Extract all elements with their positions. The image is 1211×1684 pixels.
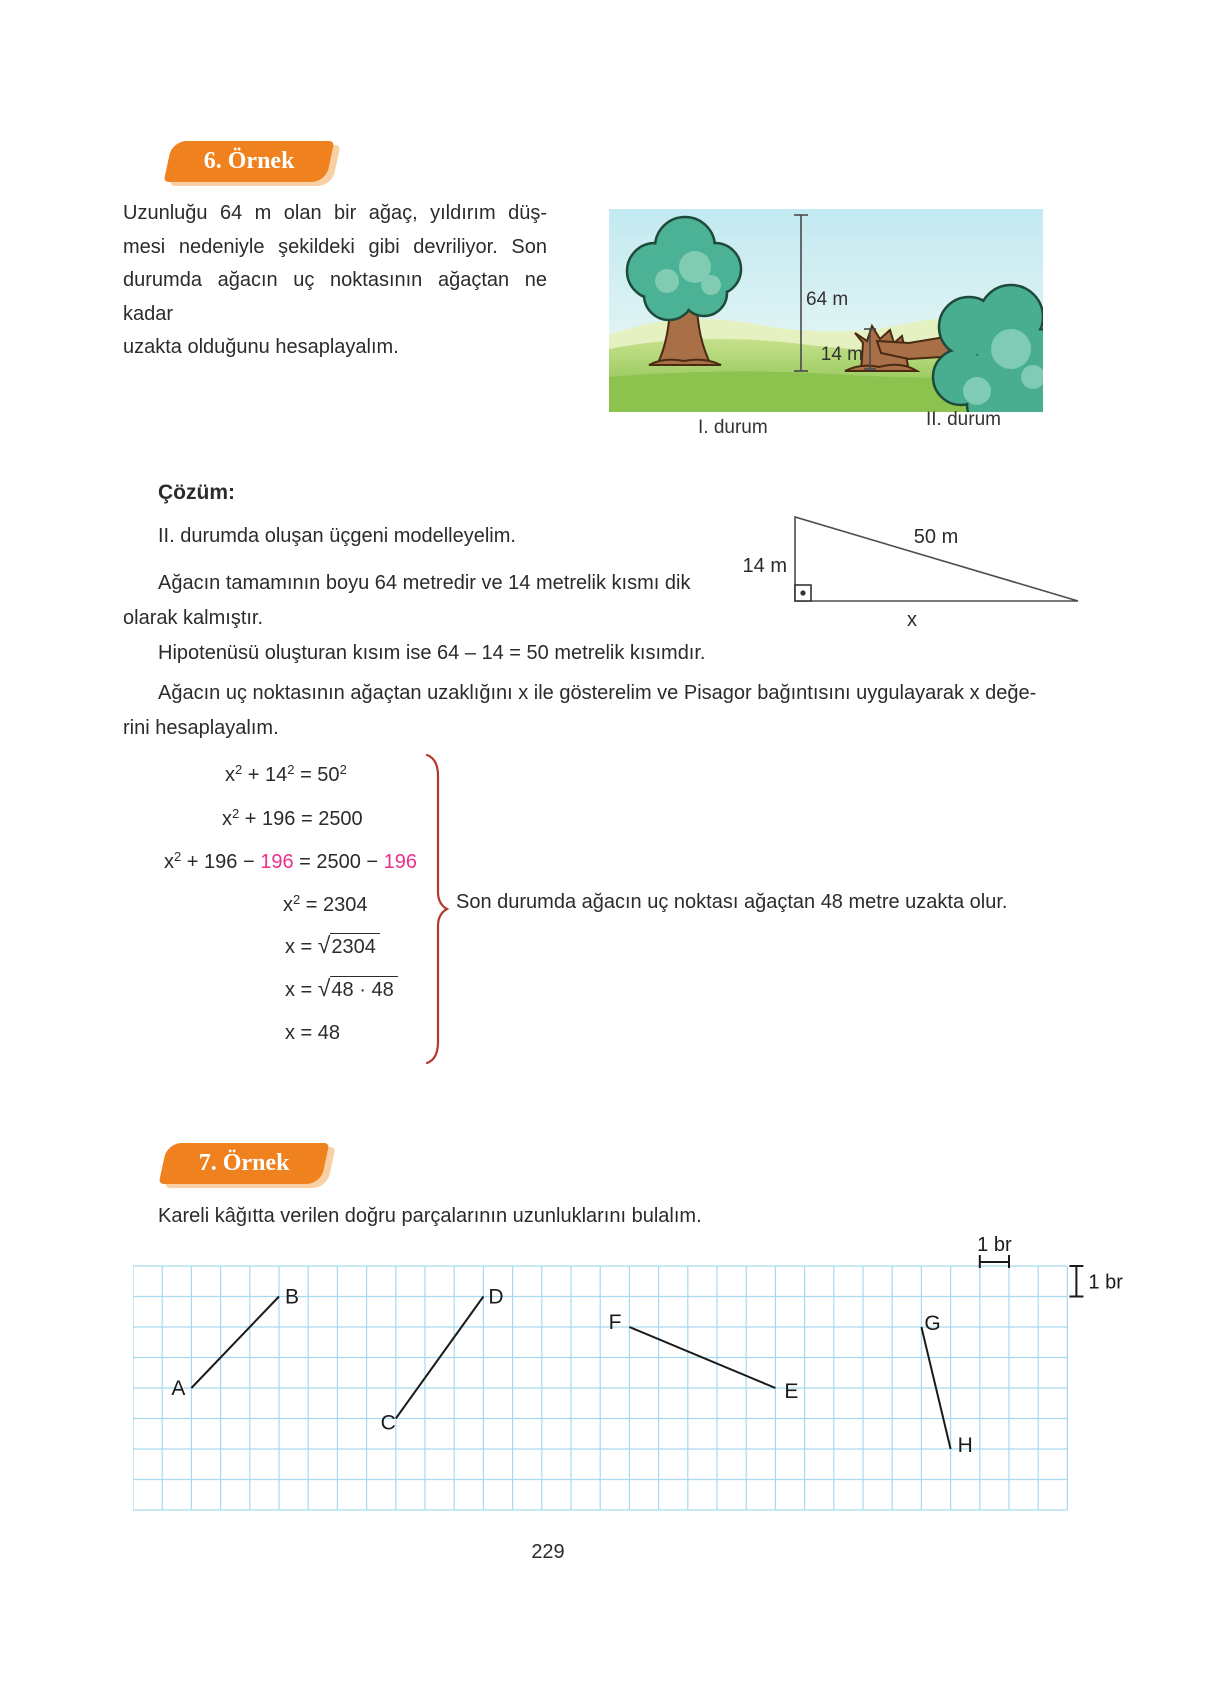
triangle-left-label: 14 m	[742, 555, 787, 577]
label-64m: 64 m	[806, 289, 849, 310]
equation-line: x = √ 2304	[285, 933, 380, 959]
paragraph-line: uzakta olduğunu hesaplayalım.	[123, 336, 399, 358]
tree-illustration	[609, 209, 1043, 412]
point-label-B: B	[285, 1285, 300, 1309]
solution-heading: Çözüm:	[158, 481, 235, 504]
triangle-hypotenuse-label: 50 m	[913, 526, 959, 548]
triangle-diagram	[740, 468, 1100, 636]
curly-brace-icon	[422, 752, 452, 1066]
unit-brackets	[977, 1234, 1123, 1297]
equation-line: $x^2 + 196 = 2500$	[222, 806, 363, 830]
label-14m: 14 m	[820, 344, 863, 365]
point-label-A: A	[171, 1377, 186, 1400]
example7-prompt: Kareli kâğıtta verilen doğru parçalarının uzunluklarını bulalım.	[158, 1205, 702, 1227]
paragraph-line: durumda ağacın uç noktasının ağaçtan ne kadar	[123, 269, 547, 325]
equation-line: $x^2 + 196 - 196 = 2500 - 196$	[164, 849, 418, 873]
example6-paragraph	[123, 197, 547, 365]
point-label-G: G	[924, 1312, 941, 1335]
tree-roots	[649, 360, 721, 365]
equation-line: $x^2 = 2304$	[283, 892, 368, 916]
point-labels	[171, 1286, 972, 1458]
point-label-H: H	[957, 1434, 973, 1457]
solution-line3: Hipotenüsü oluşturan kısım ise 64 – 14 = 50 metrelik kısımdır.	[158, 642, 706, 664]
triangle-base-label: x	[907, 609, 917, 631]
solution-line4b: rini hesaplayalım.	[123, 717, 279, 739]
point-label-F: F	[608, 1311, 622, 1334]
equation-line: x = 48	[285, 1022, 341, 1044]
solution-line2a: Ağacın tamamının boyu 64 metredir ve 14 metrelik kısmı dik	[158, 572, 691, 594]
unit-label-horizontal: 1 br	[977, 1234, 1012, 1256]
right-angle-dot	[800, 590, 805, 595]
solution-line2b: olarak kalmıştır.	[123, 607, 264, 629]
point-label-D: D	[488, 1285, 504, 1309]
page-number: 229	[531, 1541, 565, 1563]
equation-line: $x^2 + 14^2 = 50^2$	[225, 762, 347, 786]
solution-conclusion: Son durumda ağacın uç noktası ağaçtan 48 metre uzakta olur.	[456, 891, 1008, 913]
example7-badge	[159, 1143, 330, 1184]
square-root: √ 2304	[318, 933, 380, 959]
caption-first-state: I. durum	[698, 417, 768, 438]
example7-badge-label: 7. Örnek	[198, 1150, 290, 1176]
solution-line4a: Ağacın uç noktasının ağaçtan uzaklığını x ile gösterelim ve Pisagor bağıntısını uygulayarak x değe-	[158, 682, 1037, 704]
example6-badge	[164, 141, 335, 182]
equation-line: x = √ 48 · 48	[285, 976, 398, 1002]
solution-line1: II. durumda oluşan üçgeni modelleyelim.	[158, 525, 516, 547]
segment-AB	[191, 1297, 279, 1389]
caption-second-state: II. durum	[926, 409, 1001, 430]
point-label-E: E	[784, 1380, 799, 1403]
grid-figure	[133, 1226, 1198, 1526]
point-label-C: C	[380, 1411, 396, 1435]
paragraph-line: Uzunluğu 64 m olan bir ağaç, yıldırım düş-	[123, 202, 547, 224]
square-root: √ 48 · 48	[318, 976, 398, 1002]
example6-badge-label: 6. Örnek	[203, 148, 295, 174]
unit-label-vertical: 1 br	[1088, 1271, 1123, 1294]
paragraph-line: mesi nedeniyle şekildeki gibi devriliyor. Son	[123, 235, 547, 258]
